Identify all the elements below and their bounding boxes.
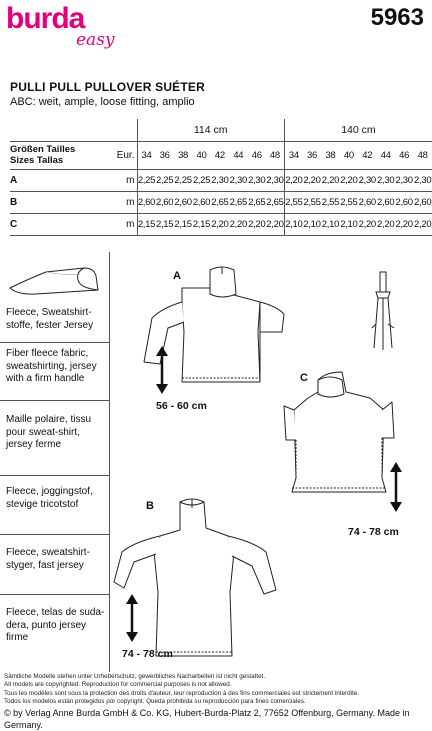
footer-line-es: Todos los modelos están protegidos por copyright. Queda prohibida su reproducción para fines comerciales. — [4, 698, 306, 706]
value-cell: 2,25 — [137, 169, 155, 191]
view-c-length: 74 - 78 cm — [348, 526, 399, 538]
value-cell: 2,20 — [413, 213, 432, 235]
brand-line: easy — [76, 30, 115, 50]
unit-cell: m — [110, 213, 137, 235]
value-cell: 2,55 — [340, 191, 358, 213]
size-cell: 46 — [248, 141, 266, 169]
value-cell: 2,65 — [248, 191, 266, 213]
value-cell: 2,10 — [284, 213, 302, 235]
size-cell: 46 — [395, 141, 413, 169]
unit-cell: m — [110, 191, 137, 213]
value-cell: 2,65 — [229, 191, 247, 213]
value-cell: 2,60 — [174, 191, 192, 213]
technical-drawings — [110, 252, 432, 672]
value-cell: 2,30 — [229, 169, 247, 191]
fabric-text-sv: Fleece, sweatshirt-styger, fast jersey — [6, 547, 90, 571]
table-row-a — [10, 169, 432, 191]
value-cell: 2,20 — [358, 213, 376, 235]
value-cell: 2,25 — [192, 169, 210, 191]
value-cell: 2,10 — [303, 213, 321, 235]
value-cell: 2,15 — [137, 213, 155, 235]
view-label-cell: B — [10, 191, 110, 213]
width-header-row — [10, 119, 432, 141]
value-cell: 2,15 — [192, 213, 210, 235]
table-row-b — [10, 191, 432, 213]
fabric-text-es: Fleece, telas de suda-dera, punto jersey firme — [6, 607, 105, 643]
value-cell: 2,60 — [192, 191, 210, 213]
fabric-width-114: 114 cm — [137, 119, 284, 141]
size-cell: 38 — [321, 141, 339, 169]
value-cell: 2,55 — [321, 191, 339, 213]
table-row-c — [10, 213, 432, 235]
fabric-text-en: Fiber fleece fabric, sweatshirting, jersey with a firm handle — [6, 348, 97, 384]
view-c-label: C — [300, 372, 308, 384]
value-cell: 2,20 — [321, 169, 339, 191]
view-a-sweater-drawing — [144, 267, 284, 382]
brand-name: burda — [6, 2, 85, 35]
view-b-label: B — [146, 500, 154, 512]
fabric-text-de: Fleece, Sweatshirt-stoffe, fester Jersey — [6, 307, 94, 331]
fabric-requirement-table — [10, 119, 432, 236]
value-cell: 2,20 — [248, 213, 266, 235]
value-cell: 2,30 — [395, 169, 413, 191]
fabric-text-fr: Maille polaire, tissu pour sweat-shirt, jersey ferme — [6, 414, 92, 450]
size-cell: 48 — [413, 141, 432, 169]
value-cell: 2,30 — [266, 169, 284, 191]
value-cell: 2,55 — [284, 191, 302, 213]
value-cell: 2,20 — [376, 213, 394, 235]
footer-publisher: © by Verlag Anne Burda GmbH & Co. KG, Hubert-Burda-Platz 2, 77652 Offenburg, Germany. Made in Germany. — [4, 707, 410, 730]
value-cell: 2,15 — [155, 213, 173, 235]
pattern-number: 5963 — [370, 4, 424, 31]
value-cell: 2,10 — [321, 213, 339, 235]
fabric-swatch-icon — [6, 258, 102, 298]
size-cell: 38 — [174, 141, 192, 169]
value-cell: 2,60 — [376, 191, 394, 213]
fabric-suggestions — [0, 252, 110, 672]
value-cell: 2,60 — [137, 191, 155, 213]
value-cell: 2,65 — [211, 191, 229, 213]
copyright-footer — [4, 673, 432, 731]
value-cell: 2,60 — [358, 191, 376, 213]
view-b-length: 74 - 78 cm — [122, 648, 173, 660]
value-cell: 2,20 — [266, 213, 284, 235]
value-cell: 2,60 — [413, 191, 432, 213]
size-cell: 44 — [229, 141, 247, 169]
view-a-label: A — [173, 270, 181, 282]
view-label-cell: C — [10, 213, 110, 235]
unit-header: Eur. — [110, 141, 137, 169]
size-cell: 42 — [358, 141, 376, 169]
value-cell: 2,20 — [229, 213, 247, 235]
size-cell: 44 — [376, 141, 394, 169]
size-cell: 40 — [340, 141, 358, 169]
garment-drawings-svg — [110, 252, 432, 672]
value-cell: 2,15 — [174, 213, 192, 235]
value-cell: 2,30 — [211, 169, 229, 191]
value-cell: 2,60 — [395, 191, 413, 213]
value-cell: 2,20 — [395, 213, 413, 235]
value-cell: 2,20 — [211, 213, 229, 235]
pattern-title: PULLI PULL PULLOVER SUÉTER — [10, 80, 205, 94]
size-cell: 42 — [211, 141, 229, 169]
size-cell: 40 — [192, 141, 210, 169]
size-cell: 34 — [137, 141, 155, 169]
value-cell: 2,60 — [155, 191, 173, 213]
sizes-header-row — [10, 141, 432, 169]
pattern-subtitle: ABC: weit, ample, loose fitting, amplio — [10, 96, 195, 108]
burda-easy-logo — [6, 2, 136, 72]
unit-cell: m — [110, 169, 137, 191]
size-cell: 48 — [266, 141, 284, 169]
view-c-sweater-drawing — [284, 372, 394, 492]
size-cell: 34 — [284, 141, 302, 169]
value-cell: 2,10 — [340, 213, 358, 235]
view-a-length: 56 - 60 cm — [156, 400, 207, 412]
value-cell: 2,25 — [174, 169, 192, 191]
value-cell: 2,65 — [266, 191, 284, 213]
footer-line-de: Sämtliche Modelle stehen unter Urheberschutz, gewerbliches Nacharbeiten ist nicht gestattet. — [4, 673, 266, 680]
view-label-cell: A — [10, 169, 110, 191]
fabric-text-nl: Fleece, joggingstof, stevige tricotstof — [6, 486, 93, 510]
value-cell: 2,30 — [413, 169, 432, 191]
value-cell: 2,30 — [376, 169, 394, 191]
value-cell: 2,30 — [358, 169, 376, 191]
footer-line-en: All models are copyrighted. Reproduction for commercial purposes is not allowed. — [4, 681, 232, 689]
view-b-sweater-drawing — [114, 499, 276, 656]
value-cell: 2,55 — [303, 191, 321, 213]
value-cell: 2,20 — [340, 169, 358, 191]
sizes-label: Größen Tailles Sizes Tallas — [10, 141, 110, 169]
value-cell: 2,20 — [303, 169, 321, 191]
value-cell: 2,20 — [284, 169, 302, 191]
twin-needle-icon — [372, 272, 394, 350]
value-cell: 2,25 — [155, 169, 173, 191]
size-cell: 36 — [303, 141, 321, 169]
value-cell: 2,30 — [248, 169, 266, 191]
fabric-width-140: 140 cm — [284, 119, 432, 141]
size-cell: 36 — [155, 141, 173, 169]
footer-line-fr: Tous les modèles sont sous la protection des droits d'auteur, leur reproduction à des fins commerciales est strictement interdite. — [4, 689, 360, 697]
